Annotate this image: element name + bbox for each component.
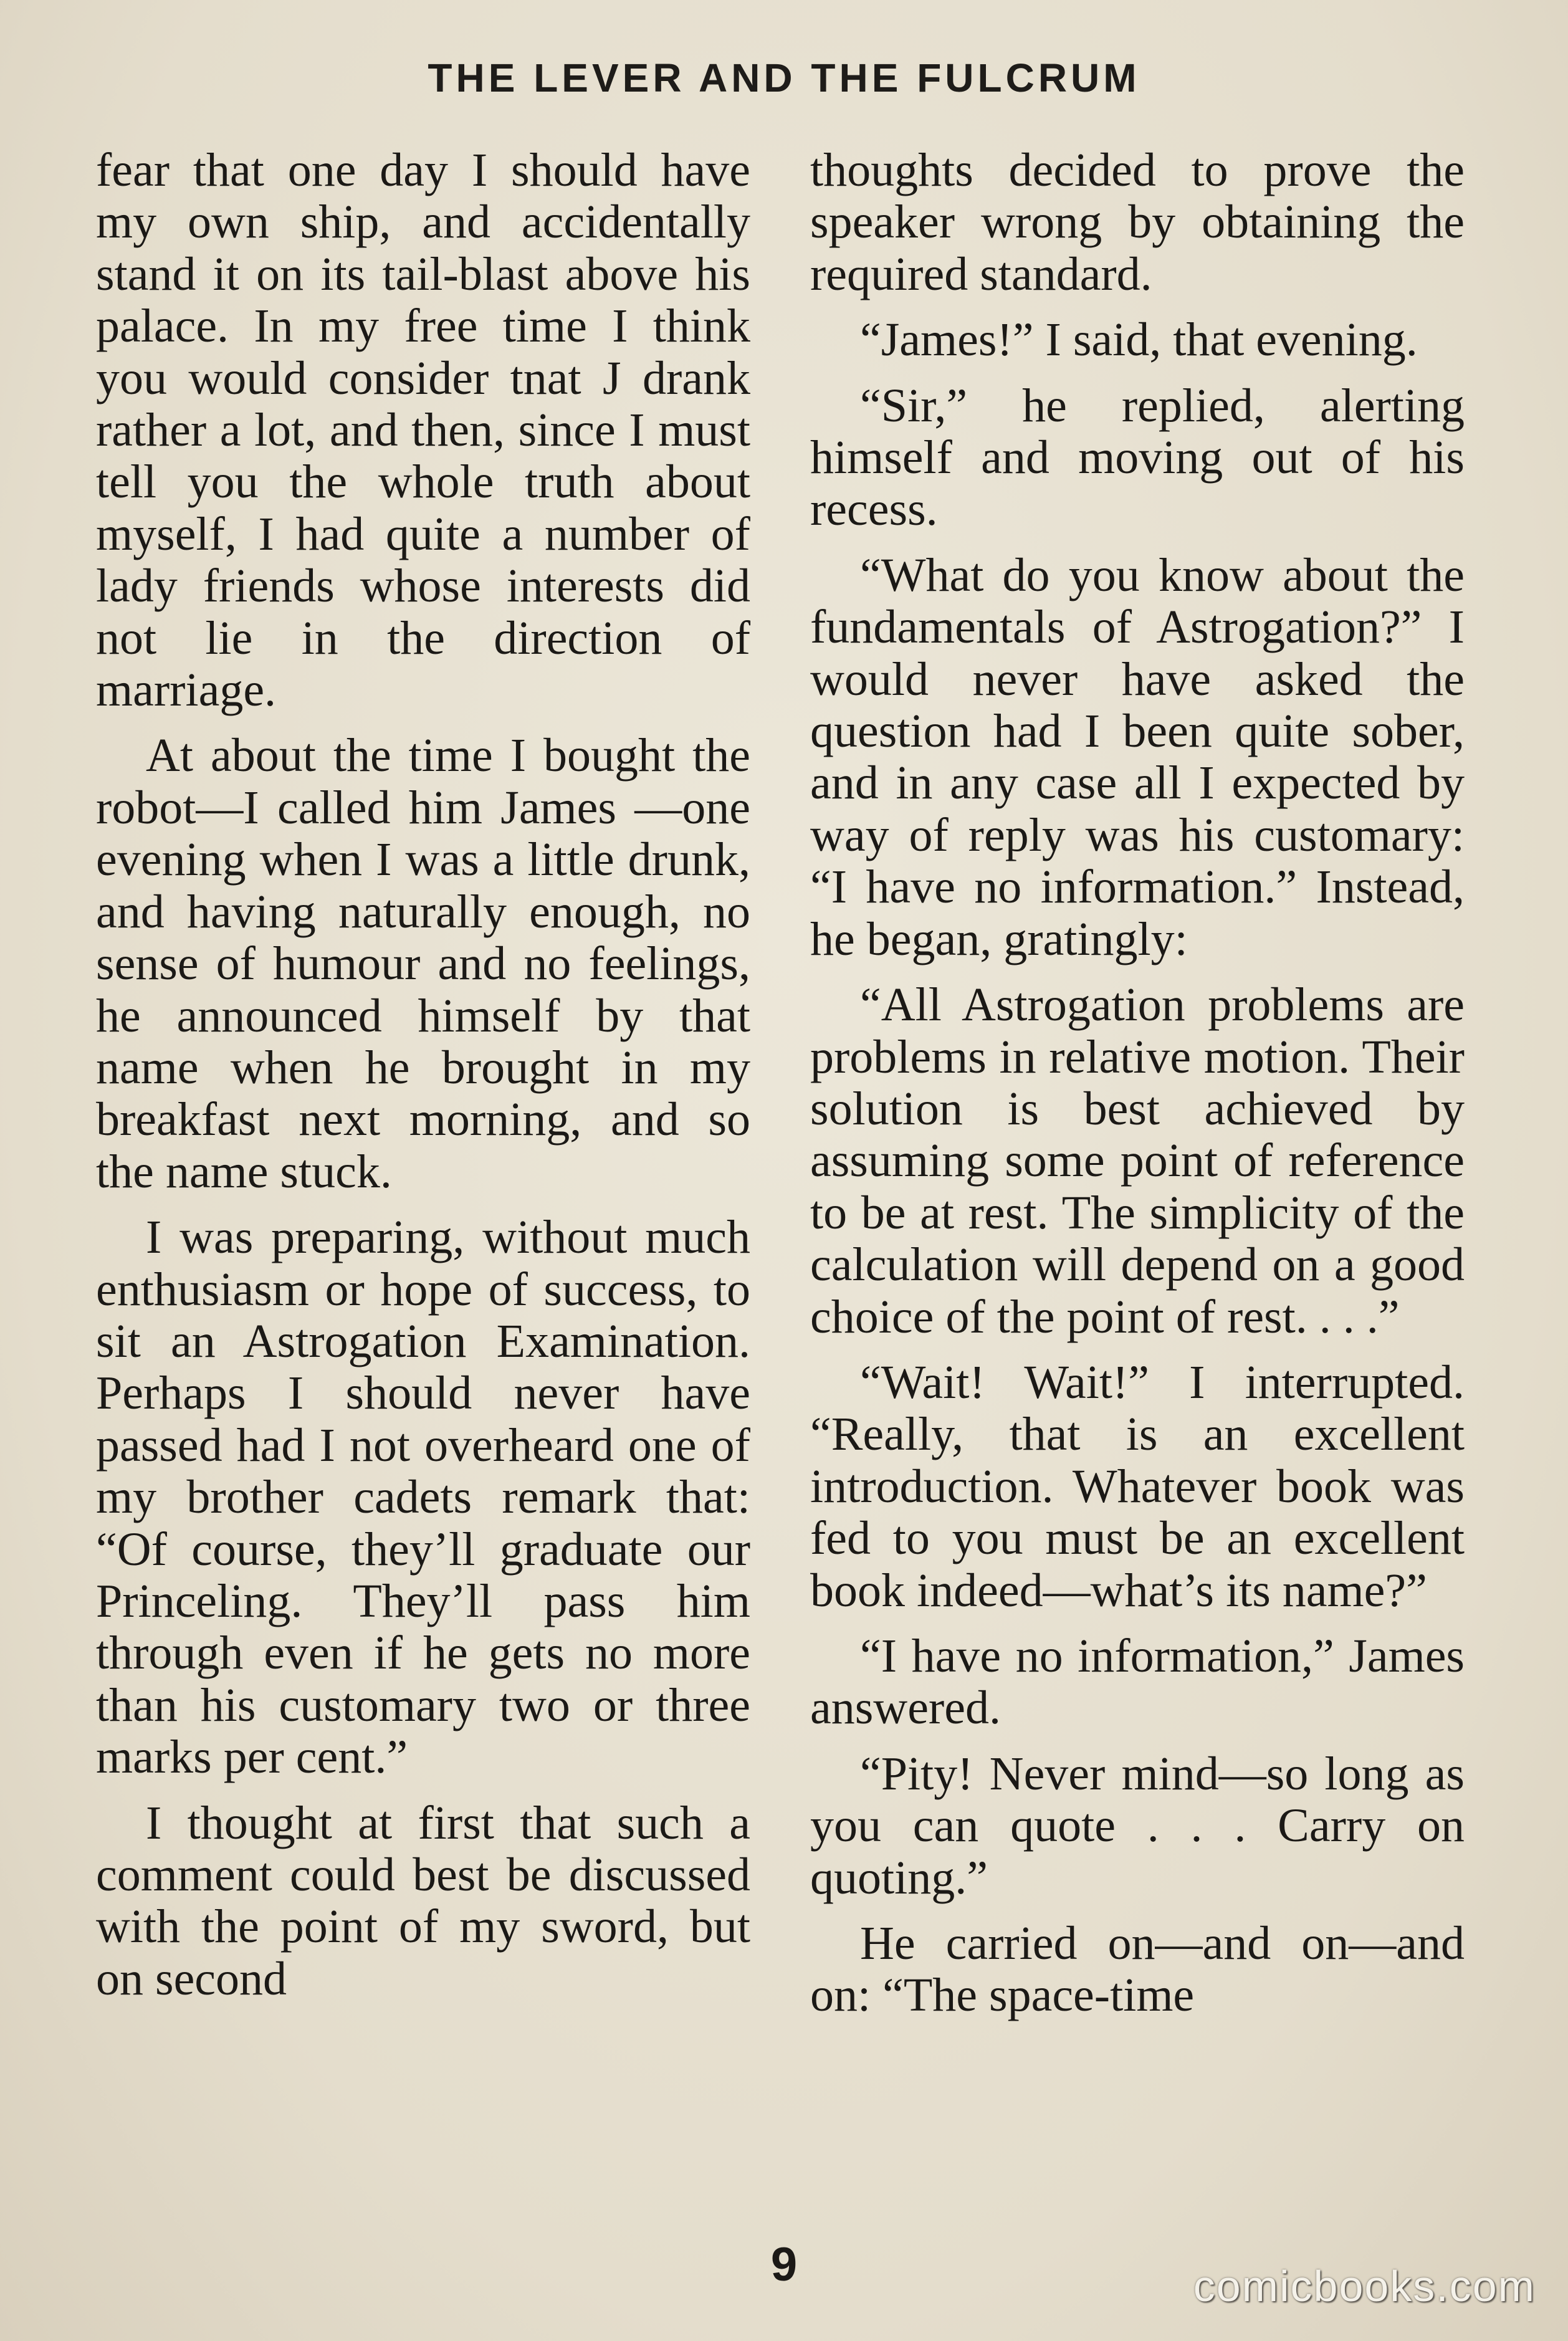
paragraph: “All Astrogation problems are problems in relative motion. Their solution is best achieved by assuming some point of reference to be at rest. The simplicity of the calculation will depend on a good choice of the point of rest. . . .” xyxy=(810,979,1465,1343)
running-head-title: THE LEVER AND THE FULCRUM xyxy=(428,55,1140,100)
paragraph: At about the time I bought the robot—I called him James —one evening when I was a little drunk, and having naturally enough, no sense of humour and no feelings, he announced himself by that name when he brought in my breakfast next morning, and so the name stuck. xyxy=(96,729,750,1198)
page-number: 9 xyxy=(770,2238,798,2291)
paragraph: I thought at first that such a comment could best be discussed with the point of my sword, but on second xyxy=(96,1796,750,2005)
paragraph: “Wait! Wait!” I interrupted. “Really, that is an excellent introduction. Whatever book was fed to you must be an excellent book indeed—what’s its name?” xyxy=(810,1356,1465,1617)
paragraph: “Sir,” he replied, alerting himself and moving out of his recess. xyxy=(810,379,1465,536)
paragraph: fear that one day I should have my own ship, and accidentally stand it on its tail-blast above his palace. In my free time I think you would consider tnat J drank rather a lot, and then, since I must tell you the whole truth about myself, I had quite a number of lady friends whose interests did not lie in the direction of marriage. xyxy=(96,144,750,717)
paragraph: He carried on—and on—and on: “The space-time xyxy=(810,1917,1465,2022)
paragraph: “I have no information,” James answered. xyxy=(810,1629,1465,1735)
paragraph: “Pity! Never mind—so long as you can quote . . . Carry on quoting.” xyxy=(810,1747,1465,1904)
paragraph: “James!” I said, that evening. xyxy=(860,314,1418,366)
paragraph: thoughts decided to prove the speaker wrong by obtaining the required standard. xyxy=(810,144,1465,300)
site-watermark: comicbooks.com xyxy=(1193,2262,1536,2310)
paragraph: I was preparing, without much enthusiasm or hope of success, to sit an Astrogation Examination. Perhaps I should never have passed had I not overheard one of my brother cadets remark that: “Of course, they’ll graduate our Princeling. They’ll pass him through even if he gets no more than his customary two or three marks per cent.” xyxy=(96,1211,750,1784)
text-column-right xyxy=(810,145,1465,2036)
paragraph: “What do you know about the fundamentals of Astrogation?” I would never have asked the question had I been quite sober, and in any case all I expected by way of reply was his customary: “I have no information.” Instead, he began, gratingly: xyxy=(810,548,1465,965)
text-column-left xyxy=(96,145,750,2019)
